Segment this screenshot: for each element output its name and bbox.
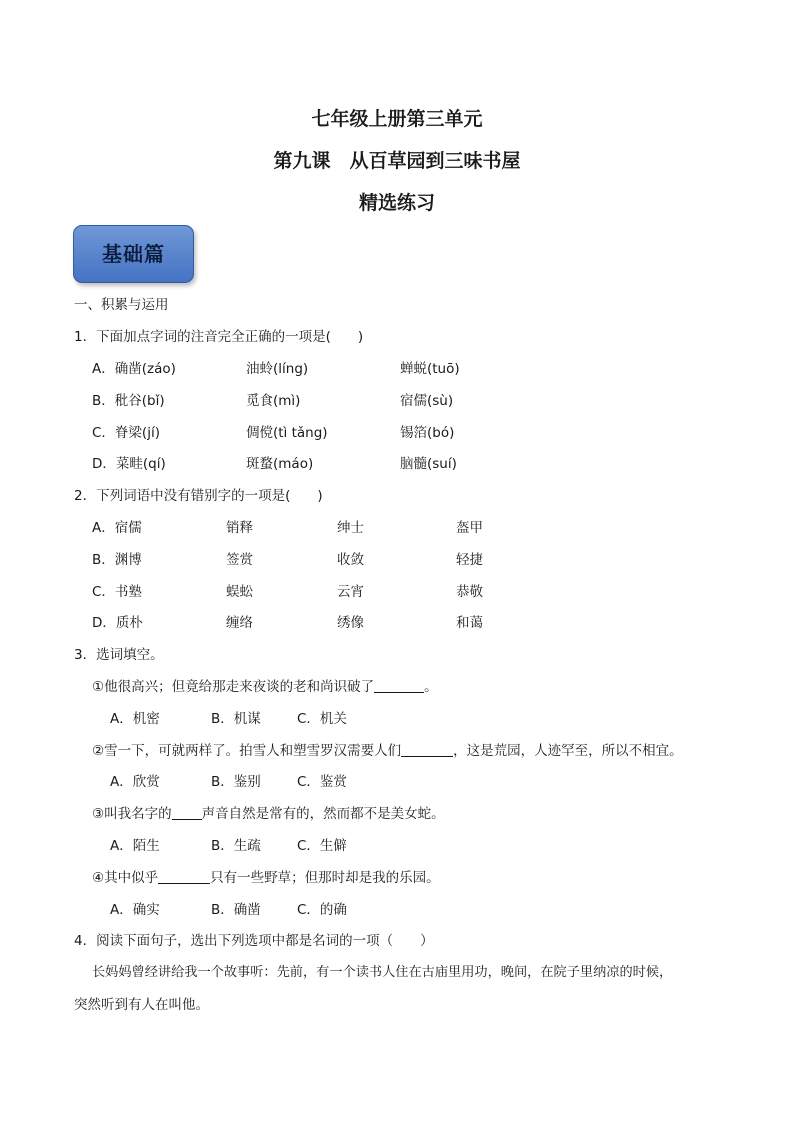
q3-1-option-c: C．机关	[297, 711, 347, 727]
exercise-title: 精选练习	[358, 192, 435, 214]
q1-option-b-word3: 宿儒(sù)	[400, 393, 454, 409]
q2-option-c: C．书塾	[92, 584, 142, 600]
q3-3-option-a: A．陌生	[110, 838, 160, 854]
q3-sentence-2-text: ②雪一下，可就两样了。拍雪人和塑雪罗汉需要人们	[92, 743, 402, 759]
q3-sentence-4-text: ④其中似乎	[92, 870, 159, 886]
q1-option-d: D．菜畦(qí)	[92, 456, 166, 472]
basic-section-badge: 基础篇	[73, 225, 194, 283]
q4-passage-line-2: 突然听到有人在叫他。	[74, 997, 209, 1013]
q3-4-option-a: A．确实	[110, 902, 160, 918]
q1-option-a: A．确凿(záo)	[92, 361, 176, 377]
q1-option-c: C．脊梁(jí)	[92, 425, 160, 441]
worksheet-grade-unit-title: 七年级上册第三单元	[311, 108, 483, 130]
q3-sentence-4	[92, 866, 440, 886]
q1-option-c-word3: 锡箔(bó)	[400, 425, 455, 441]
q3-sentence-4-end: 只有一些野草；但那时却是我的乐园。	[210, 870, 440, 886]
q1-option-a-word3: 蝉蜕(tuō)	[400, 361, 460, 377]
section-heading: 一、积累与运用	[74, 297, 169, 313]
q2-option-c-word4: 恭敬	[456, 584, 483, 600]
q3-sentence-1	[92, 675, 438, 695]
q2-option-d-word4: 和蔼	[456, 615, 483, 631]
q1-option-b: B．秕谷(bǐ)	[92, 393, 165, 409]
q3-sentence-1-end: 。	[424, 679, 438, 695]
answer-blank	[172, 805, 202, 820]
q1-option-d-word3: 脑髓(suí)	[400, 456, 457, 472]
q2-option-b-word3: 收敛	[337, 552, 364, 568]
q3-sentence-3	[92, 802, 445, 822]
q3-sentence-1-text: ①他很高兴；但竟给那走来夜谈的老和尚识破了	[92, 679, 375, 695]
q3-sentence-3-text: ③叫我名字的	[92, 806, 172, 822]
q3-2-option-c: C．鉴赏	[297, 774, 347, 790]
q2-option-b: B．渊博	[92, 552, 142, 568]
q1-option-d-word2: 斑蝥(máo)	[246, 456, 314, 472]
q2-option-a-word4: 盔甲	[456, 520, 483, 536]
q3-3-option-b: B．生疏	[211, 838, 261, 854]
q2-option-a: A．宿儒	[92, 520, 142, 536]
lesson-title: 第九课 从百草园到三味书屋	[273, 150, 521, 172]
q2-option-b-word4: 轻捷	[456, 552, 483, 568]
q3-sentence-2-end: ，这是荒园，人迹罕至，所以不相宜。	[453, 743, 683, 759]
q2-option-c-word2: 蜈蚣	[226, 584, 253, 600]
q3-4-option-b: B．确凿	[211, 902, 261, 918]
q3-1-option-a: A．机密	[110, 711, 160, 727]
q4-passage-line-1: 长妈妈曾经讲给我一个故事听：先前，有一个读书人住在古庙里用功，晚间，在院子里纳凉的时候，	[92, 965, 673, 980]
question-2-stem: 2．下列词语中没有错别字的一项是( )	[74, 488, 323, 504]
q3-1-option-b: B．机谋	[211, 711, 261, 727]
question-1-stem: 1．下面加点字词的注音完全正确的一项是( )	[74, 329, 364, 345]
q3-2-option-a: A．欣赏	[110, 774, 160, 790]
q2-option-d: D．质朴	[92, 615, 143, 631]
q2-option-c-word3: 云宵	[337, 584, 364, 600]
q2-option-d-word3: 绣像	[337, 615, 364, 631]
answer-blank	[158, 869, 210, 884]
q3-4-option-c: C．的确	[297, 902, 347, 918]
q3-sentence-2	[92, 739, 683, 759]
q1-option-a-word2: 油蛉(líng)	[246, 361, 309, 377]
q3-sentence-3-end: 声音自然是常有的，然而都不是美女蛇。	[201, 806, 445, 822]
question-4-stem: 4．阅读下面句子，选出下列选项中都是名词的一项（ ）	[74, 933, 434, 949]
question-3-stem: 3．选词填空。	[74, 647, 164, 663]
answer-blank	[374, 678, 424, 693]
q2-option-a-word2: 销释	[226, 520, 253, 536]
q3-3-option-c: C．生僻	[297, 838, 347, 854]
q1-option-c-word2: 倜傥(tì tǎng)	[246, 425, 328, 441]
q2-option-d-word2: 缠络	[226, 615, 253, 631]
q2-option-b-word2: 签赏	[226, 552, 253, 568]
q2-option-a-word3: 绅士	[337, 520, 364, 536]
q3-2-option-b: B．鉴别	[211, 774, 261, 790]
q1-option-b-word2: 觅食(mì)	[246, 393, 301, 409]
answer-blank	[401, 742, 453, 757]
